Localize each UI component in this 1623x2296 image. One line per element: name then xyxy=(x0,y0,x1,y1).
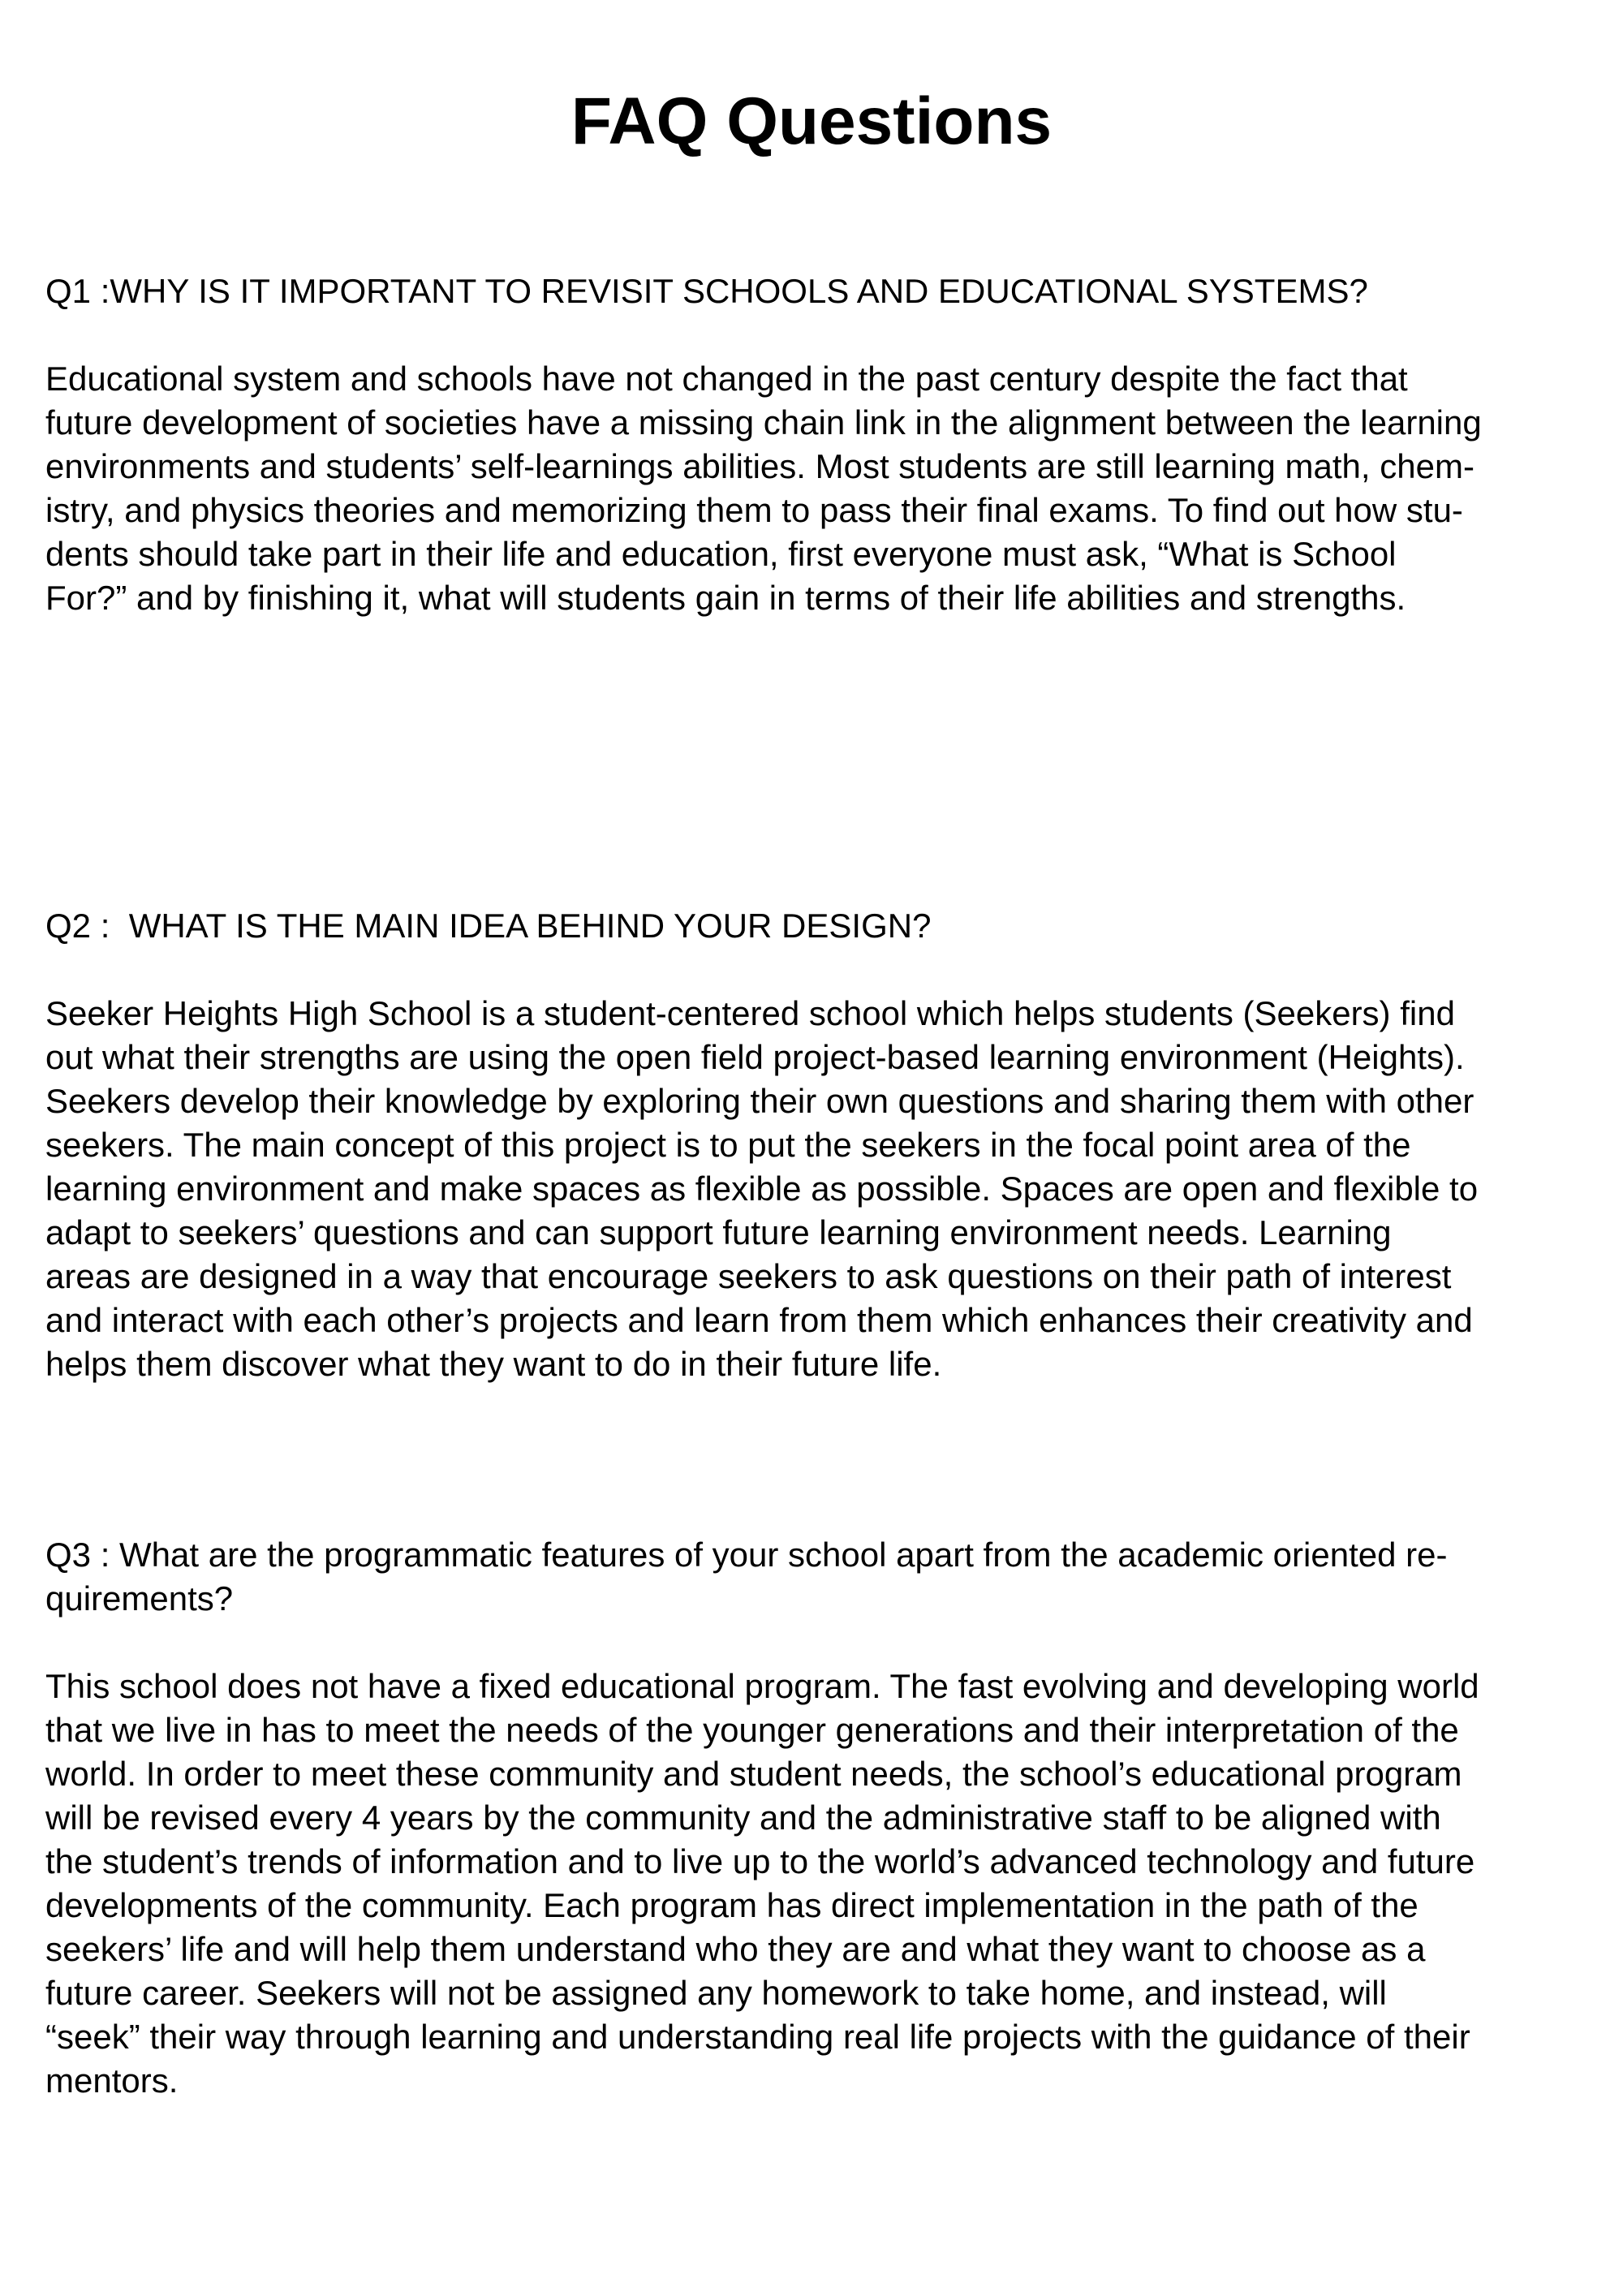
faq-answer-line: dents should take part in their life and education, first everyone must ask, “What is School xyxy=(45,535,1397,573)
faq-question-line: Q3 : What are the programmatic features of your school apart from the academic oriented re- xyxy=(45,1536,1448,1574)
faq-question-line: Q2 : WHAT IS THE MAIN IDEA BEHIND YOUR DESIGN? xyxy=(45,907,932,945)
faq-answer-line: helps them discover what they want to do in their future life. xyxy=(45,1345,942,1383)
faq-answer-3 xyxy=(45,1665,1587,2103)
document-title: FAQ Questions xyxy=(570,84,1053,158)
faq-answer-2 xyxy=(45,992,1587,1386)
faq-question-line: quirements? xyxy=(45,1579,234,1618)
faq-answer-line: developments of the community. Each program has direct implementation in the path of the xyxy=(45,1886,1419,1924)
faq-answer-line: adapt to seekers’ questions and can support future learning environment needs. Learning xyxy=(45,1213,1392,1251)
faq-question-3 xyxy=(45,1533,1587,1621)
faq-item-1 xyxy=(45,269,1587,620)
faq-answer-line: seekers’ life and will help them understand who they are and what they want to choose as a xyxy=(45,1930,1426,1968)
faq-question-2 xyxy=(45,904,1587,948)
faq-answer-line: out what their strengths are using the open field project-based learning environment (Heights). xyxy=(45,1038,1465,1076)
faq-answer-line: Educational system and schools have not changed in the past century despite the fact that xyxy=(45,360,1408,398)
faq-answer-line: world. In order to meet these community and student needs, the school’s educational program xyxy=(45,1755,1462,1793)
faq-answer-line: “seek” their way through learning and understanding real life projects with the guidance of their xyxy=(45,2018,1470,2056)
faq-answer-line: areas are designed in a way that encourage seekers to ask questions on their path of interest xyxy=(45,1257,1452,1295)
faq-answer-1 xyxy=(45,357,1587,620)
faq-answer-line: that we live in has to meet the needs of the younger generations and their interpretation of the xyxy=(45,1711,1459,1749)
faq-answer-line: This school does not have a fixed educational program. The fast evolving and developing world xyxy=(45,1667,1479,1705)
faq-item-3 xyxy=(45,1533,1587,2103)
faq-answer-line: and interact with each other’s projects and learn from them which enhances their creativity and xyxy=(45,1301,1473,1339)
faq-answer-line: seekers. The main concept of this project is to put the seekers in the focal point area of the xyxy=(45,1126,1411,1164)
faq-answer-line: will be revised every 4 years by the community and the administrative staff to be aligned with xyxy=(45,1798,1441,1837)
faq-answer-line: future career. Seekers will not be assigned any homework to take home, and instead, will xyxy=(45,1974,1387,2012)
faq-answer-line: Seekers develop their knowledge by exploring their own questions and sharing them with other xyxy=(45,1082,1474,1120)
faq-answer-line: istry, and physics theories and memorizing them to pass their final exams. To find out how stu- xyxy=(45,491,1463,529)
faq-answer-line: the student’s trends of information and to live up to the world’s advanced technology and future xyxy=(45,1842,1475,1880)
faq-answer-line: Seeker Heights High School is a student-centered school which helps students (Seekers) find xyxy=(45,994,1455,1032)
faq-answer-line: mentors. xyxy=(45,2061,179,2100)
faq-answer-line: For?” and by finishing it, what will students gain in terms of their life abilities and strengths. xyxy=(45,579,1406,617)
faq-question-1 xyxy=(45,269,1587,313)
faq-answer-line: future development of societies have a missing chain link in the alignment between the learning xyxy=(45,403,1482,442)
faq-item-2 xyxy=(45,904,1587,1386)
faq-answer-line: environments and students’ self-learnings abilities. Most students are still learning math, chem- xyxy=(45,447,1474,485)
faq-question-line: Q1 :WHY IS IT IMPORTANT TO REVISIT SCHOOLS AND EDUCATIONAL SYSTEMS? xyxy=(45,272,1368,310)
faq-answer-line: learning environment and make spaces as flexible as possible. Spaces are open and flexible to xyxy=(45,1170,1479,1208)
